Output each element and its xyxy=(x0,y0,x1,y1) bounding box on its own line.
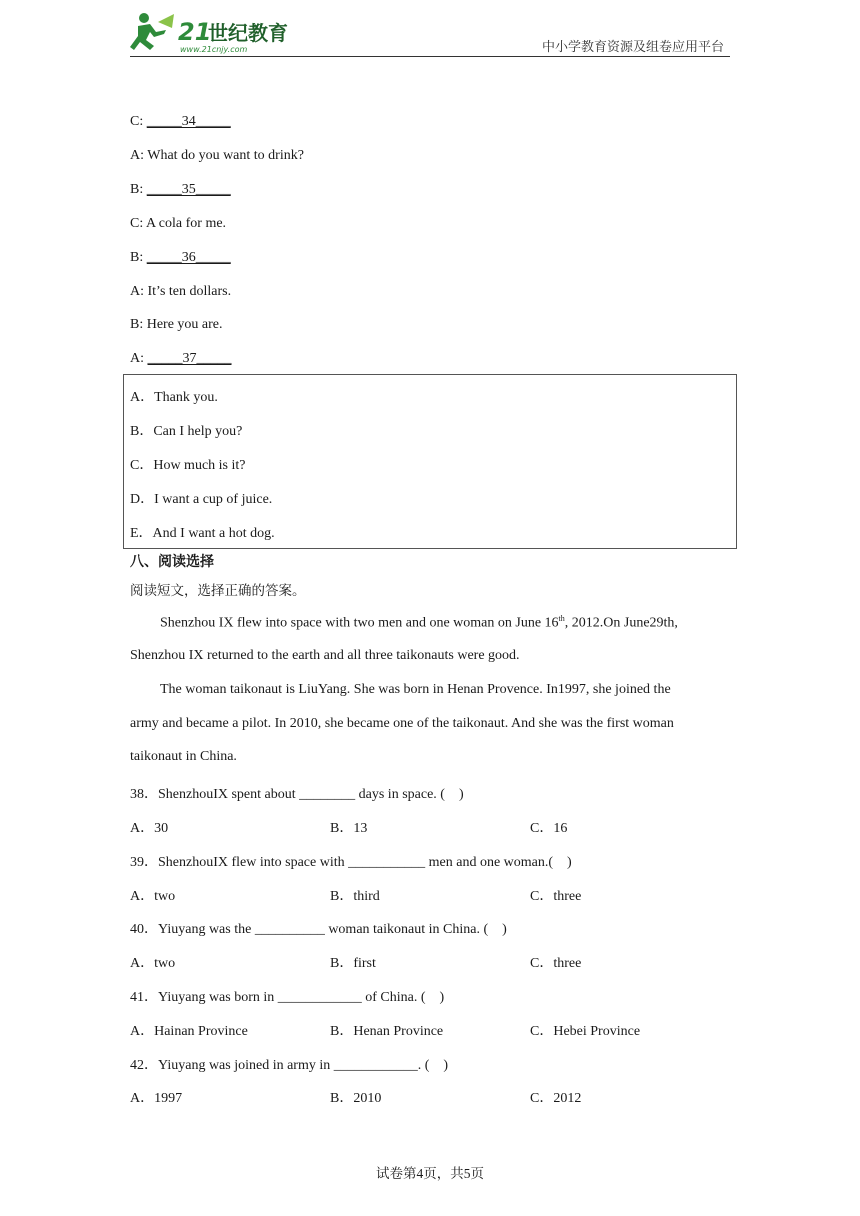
section-title: 八、阅读选择 xyxy=(130,554,214,570)
svg-text:世纪教育: 世纪教育 xyxy=(208,21,288,45)
answer-blank: _____35_____ xyxy=(146,182,231,197)
dialogue-line: A: What do you want to drink? xyxy=(130,148,304,163)
choice-c: C．three xyxy=(530,889,582,904)
choice-b: B．Henan Province xyxy=(330,1024,444,1039)
dialogue-line: B: _____36_____ xyxy=(130,250,231,265)
passage-line: Shenzhou IX returned to the earth and all three taikonauts were good. xyxy=(130,648,520,663)
option-item: E．And I want a hot dog. xyxy=(130,526,275,541)
choice-b: B．2010 xyxy=(330,1091,382,1106)
dialogue-line: B: _____35_____ xyxy=(130,182,231,197)
dialogue-line: A: _____37_____ xyxy=(130,351,232,366)
question-stem: 42．Yiuyang was joined in army in ____________. ( ) xyxy=(130,1058,449,1073)
question-stem: 38．ShenzhouIX spent about ________ days in space. ( ) xyxy=(130,787,464,802)
option-item: C．How much is it? xyxy=(130,458,246,473)
dialogue-line: B: Here you are. xyxy=(130,317,223,332)
choice-a: A．Hainan Province xyxy=(130,1024,248,1039)
question-stem: 40．Yiuyang was the __________ woman taikonaut in China. ( ) xyxy=(130,922,507,937)
question-stem: 39．ShenzhouIX flew into space with ___________ men and one woman.( ) xyxy=(130,855,572,870)
answer-blank: _____37_____ xyxy=(147,351,232,366)
page-header xyxy=(130,8,730,57)
passage-line: army and became a pilot. In 2010, she became one of the taikonaut. And she was the first woman xyxy=(130,716,674,731)
choice-a: A．two xyxy=(130,956,176,971)
page-footer: 试卷第4页，共5页 xyxy=(376,1166,484,1181)
passage-line: taikonaut in China. xyxy=(130,749,237,764)
section-instruction: 阅读短文，选择正确的答案。 xyxy=(130,583,306,599)
choice-a: A．30 xyxy=(130,821,169,836)
choice-c: C．2012 xyxy=(530,1091,582,1106)
choice-b: B．third xyxy=(330,889,380,904)
dialogue-line: C: A cola for me. xyxy=(130,216,227,231)
svg-text:www.21cnjy.com: www.21cnjy.com xyxy=(180,45,248,54)
answer-blank: _____34_____ xyxy=(146,114,231,129)
svg-text:21: 21 xyxy=(178,18,212,46)
choice-a: A．1997 xyxy=(130,1091,183,1106)
choice-c: C．Hebei Province xyxy=(530,1024,641,1039)
answer-blank: _____36_____ xyxy=(146,250,231,265)
choice-a: A．two xyxy=(130,889,176,904)
passage-line: Shenzhou IX flew into space with two men and one woman on June 16th, 2012.On June29th, xyxy=(160,614,678,631)
option-item: D．I want a cup of juice. xyxy=(130,492,273,507)
choice-b: B．13 xyxy=(330,821,368,836)
choice-b: B．first xyxy=(330,956,376,971)
logo xyxy=(130,10,300,54)
passage-line: The woman taikonaut is LiuYang. She was born in Henan Provence. In1997, she joined the xyxy=(160,682,671,697)
option-item: B．Can I help you? xyxy=(130,424,243,439)
runner-logo-icon xyxy=(130,10,300,54)
question-stem: 41．Yiuyang was born in ____________ of China. ( ) xyxy=(130,990,445,1005)
dialogue-line: A: It’s ten dollars. xyxy=(130,284,232,299)
choice-c: C．16 xyxy=(530,821,568,836)
platform-name: 中小学教育资源及组卷应用平台 xyxy=(541,39,724,54)
option-item: A．Thank you. xyxy=(130,390,218,405)
dialogue-line: C: _____34_____ xyxy=(130,114,231,129)
choice-c: C．three xyxy=(530,956,582,971)
